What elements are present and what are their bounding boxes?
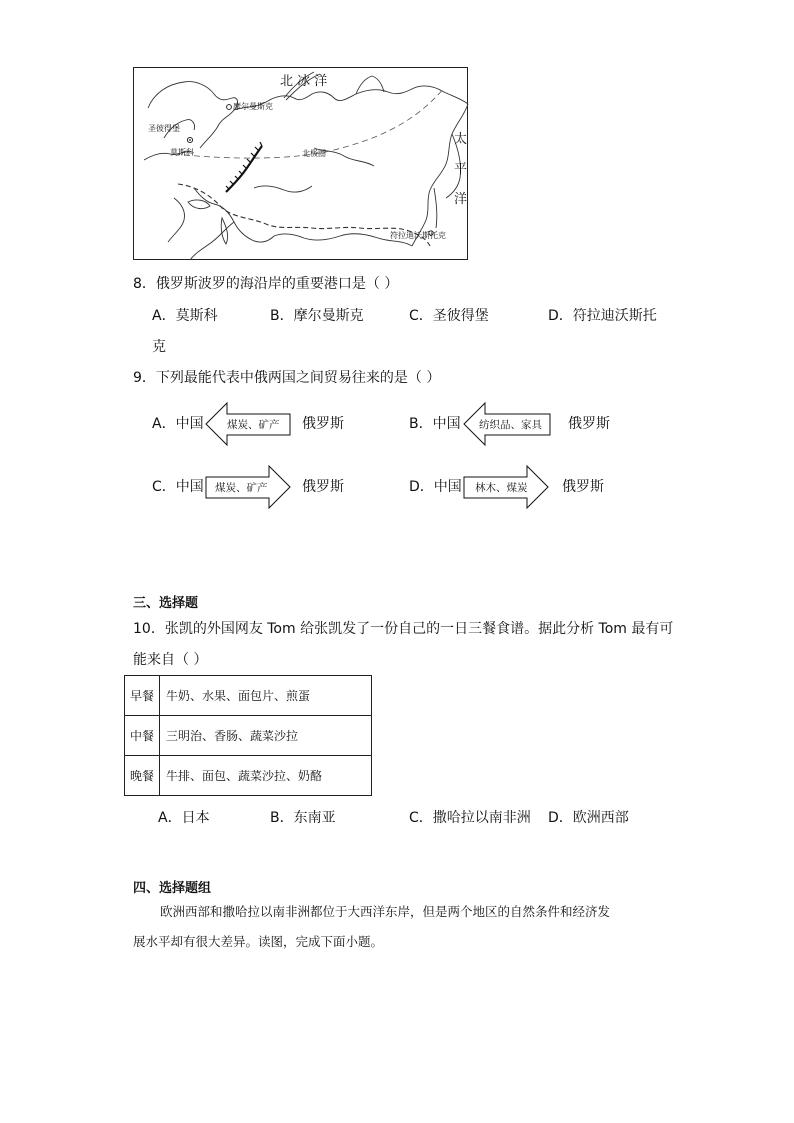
q8-option-a[interactable]: A．莫斯科 (152, 308, 218, 324)
section-4-title: 四、选择题组 (133, 881, 212, 896)
moscow-label: 莫斯科 (170, 148, 194, 157)
vladivostok-label: 符拉迪沃斯托克 (390, 231, 446, 240)
pacific-ocean-label-3: 洋 (454, 192, 468, 207)
q9-option-c-arrow (205, 465, 291, 509)
q10-option-a[interactable]: A．日本 (158, 810, 210, 826)
q9-option-b-dest: 俄罗斯 (568, 416, 610, 432)
q9-option-c[interactable]: C．中国 (152, 479, 204, 495)
q9-option-d[interactable]: D．中国 (409, 479, 462, 495)
food-cell: 牛奶、水果、面包片、煎蛋 (160, 676, 372, 716)
q8-option-c[interactable]: C．圣彼得堡 (409, 308, 489, 324)
table-row (125, 676, 372, 716)
pacific-ocean-label-2: 平 (454, 162, 468, 177)
q9-option-a[interactable]: A．中国 (152, 416, 204, 432)
table-row (125, 716, 372, 756)
arctic-ocean-label: 北 冰 洋 (280, 74, 328, 89)
meal-cell: 中餐 (125, 716, 160, 756)
section-4-paragraph-line-2: 展水平却有很大差异。读图，完成下面小题。 (133, 934, 384, 949)
q9-option-a-goods: 煤炭、矿产 (227, 419, 280, 431)
st-petersburg-label: 圣彼得堡 (148, 124, 180, 133)
question-8-stem: 8．俄罗斯波罗的海沿岸的重要港口是（ ） (133, 276, 399, 292)
q9-option-b-goods: 纺织品、家具 (479, 419, 542, 431)
q9-option-b-arrow (463, 402, 551, 446)
table-row (125, 756, 372, 796)
q9-option-b[interactable]: B．中国 (409, 416, 461, 432)
meal-cell: 晚餐 (125, 756, 160, 796)
q9-option-a-arrow (205, 402, 291, 446)
q8-option-d-continued: 克 (152, 339, 166, 355)
q9-option-a-dest: 俄罗斯 (302, 416, 344, 432)
q8-option-d[interactable]: D．符拉迪沃斯托 (548, 308, 657, 324)
q10-option-d[interactable]: D．欧洲西部 (548, 810, 629, 826)
arctic-circle-label: 北极圈 (302, 149, 326, 158)
section-3-title: 三、选择题 (133, 596, 199, 611)
q9-option-c-goods: 煤炭、矿产 (215, 482, 268, 494)
q9-option-d-arrow (463, 465, 549, 509)
question-10-stem-line-2: 能来自（ ） (133, 652, 208, 668)
food-cell: 牛排、面包、蔬菜沙拉、奶酪 (160, 756, 372, 796)
section-4-paragraph-line-1: 欧洲西部和撒哈拉以南非洲都位于大西洋东岸，但是两个地区的自然条件和经济发 (160, 904, 611, 919)
murmansk-label: 摩尔曼斯克 (233, 102, 273, 111)
q9-option-d-dest: 俄罗斯 (562, 479, 604, 495)
q9-option-c-dest: 俄罗斯 (302, 479, 344, 495)
question-10-stem-line-1: 10．张凯的外国网友 Tom 给张凯发了一份自己的一日三餐食谱。据此分析 Tom 最有可 (133, 621, 674, 637)
q9-option-d-goods: 林木、煤炭 (475, 482, 528, 494)
q10-option-c[interactable]: C．撒哈拉以南非洲 (409, 810, 531, 826)
russia-map (133, 67, 468, 260)
food-cell: 三明治、香肠、蔬菜沙拉 (160, 716, 372, 756)
q8-option-b[interactable]: B．摩尔曼斯克 (270, 308, 364, 324)
meal-menu-table (124, 675, 372, 796)
pacific-ocean-label-1: 太 (454, 132, 468, 147)
meal-cell: 早餐 (125, 676, 160, 716)
question-9-stem: 9．下列最能代表中俄两国之间贸易往来的是（ ） (133, 370, 441, 386)
q10-option-b[interactable]: B．东南亚 (270, 810, 336, 826)
